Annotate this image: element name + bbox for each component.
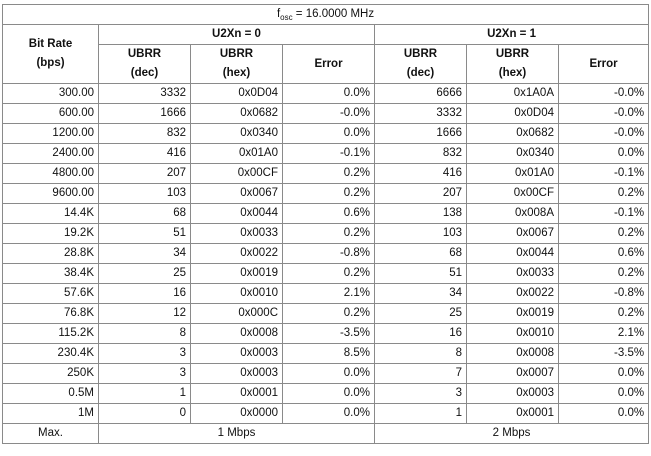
ubrr-dec-cell: 68 [99,204,191,224]
ubrr-hex-cell: 0x0003 [191,344,283,364]
error-cell: 0.2% [283,264,375,284]
error-cell: 0.2% [559,224,649,244]
ubrr-hex-cell: 0x0003 [467,384,559,404]
error-cell: 0.0% [559,364,649,384]
ubrr-hex-cell: 0x0001 [467,404,559,424]
error-cell: 0.2% [559,184,649,204]
table-row [3,344,649,364]
ubrr-dec-cell: 207 [375,184,467,204]
ubrr-hex-cell: 0x0D04 [467,104,559,124]
error-cell: 2.1% [559,324,649,344]
ubrr-hex-cell: 0x0033 [467,264,559,284]
bit-rate-header: Bit Rate (bps) [3,25,99,84]
error-cell: -0.8% [559,284,649,304]
ubrr-dec-cell: 6666 [375,84,467,104]
ubrr-dec-header: UBRR (dec) [375,45,467,84]
ubrr-dec-cell: 8 [375,344,467,364]
ubrr-hex-cell: 0x000C [191,304,283,324]
ubrr-dec-cell: 1666 [375,124,467,144]
error-cell: -0.1% [283,144,375,164]
ubrr-dec-cell: 832 [99,124,191,144]
bit-rate-cell: 9600.00 [3,184,99,204]
ubrr-hex-cell: 0x0010 [467,324,559,344]
bit-rate-cell: 600.00 [3,104,99,124]
bit-rate-cell: 0.5M [3,384,99,404]
error-cell: -0.1% [559,164,649,184]
ubrr-dec-cell: 1 [375,404,467,424]
bit-rate-cell: 115.2K [3,324,99,344]
bit-rate-cell: 230.4K [3,344,99,364]
ubrr-hex-cell: 0x01A0 [467,164,559,184]
error-cell: 2.1% [283,284,375,304]
ubrr-hex-cell: 0x0340 [467,144,559,164]
error-cell: 0.6% [283,204,375,224]
ubrr-dec-cell: 1 [99,384,191,404]
ubrr-hex-cell: 0x0022 [467,284,559,304]
ubrr-dec-cell: 138 [375,204,467,224]
error-cell: 0.2% [283,224,375,244]
ubrr-table [2,4,649,444]
max-label: Max. [3,424,99,444]
ubrr-dec-cell: 12 [99,304,191,324]
error-cell: 0.0% [283,124,375,144]
ubrr-hex-cell: 0x0067 [191,184,283,204]
error-cell: 0.2% [283,184,375,204]
table-row [3,244,649,264]
error-cell: -3.5% [283,324,375,344]
ubrr-dec-cell: 103 [99,184,191,204]
ubrr-hex-cell: 0x0008 [467,344,559,364]
error-cell: 0.6% [559,244,649,264]
ubrr-dec-cell: 103 [375,224,467,244]
table-row [3,84,649,104]
table-row [3,304,649,324]
bit-rate-cell: 38.4K [3,264,99,284]
max-rate-u2xn-0: 1 Mbps [99,424,375,444]
max-row [3,424,649,444]
max-rate-u2xn-1: 2 Mbps [375,424,649,444]
ubrr-hex-cell: 0x1A0A [467,84,559,104]
ubrr-dec-cell: 3 [375,384,467,404]
table-row [3,324,649,344]
ubrr-dec-cell: 51 [375,264,467,284]
error-cell: -0.0% [559,104,649,124]
ubrr-dec-cell: 51 [99,224,191,244]
ubrr-hex-cell: 0x0022 [191,244,283,264]
ubrr-hex-cell: 0x0007 [467,364,559,384]
error-cell: -0.0% [283,104,375,124]
bit-rate-cell: 57.6K [3,284,99,304]
error-cell: -0.1% [559,204,649,224]
ubrr-hex-cell: 0x0019 [467,304,559,324]
ubrr-dec-cell: 207 [99,164,191,184]
ubrr-dec-header: UBRR (dec) [99,45,191,84]
ubrr-hex-cell: 0x0044 [467,244,559,264]
ubrr-dec-cell: 7 [375,364,467,384]
error-cell: 0.2% [283,164,375,184]
bit-rate-cell: 28.8K [3,244,99,264]
error-cell: 0.0% [559,144,649,164]
bit-rate-cell: 250K [3,364,99,384]
error-cell: 0.0% [283,364,375,384]
error-cell: -0.8% [283,244,375,264]
bit-rate-cell: 300.00 [3,84,99,104]
ubrr-dec-cell: 416 [99,144,191,164]
error-cell: 0.2% [283,304,375,324]
ubrr-dec-cell: 3332 [99,84,191,104]
bit-rate-cell: 1M [3,404,99,424]
ubrr-hex-cell: 0x00CF [191,164,283,184]
ubrr-dec-cell: 25 [99,264,191,284]
ubrr-dec-cell: 16 [99,284,191,304]
ubrr-hex-cell: 0x01A0 [191,144,283,164]
ubrr-hex-cell: 0x0682 [467,124,559,144]
ubrr-dec-cell: 0 [99,404,191,424]
ubrr-hex-cell: 0x0682 [191,104,283,124]
table-row [3,384,649,404]
ubrr-hex-cell: 0x0003 [191,364,283,384]
ubrr-dec-cell: 3332 [375,104,467,124]
ubrr-hex-cell: 0x0008 [191,324,283,344]
bit-rate-cell: 1200.00 [3,124,99,144]
error-cell: -3.5% [559,344,649,364]
u2xn-0-header: U2Xn = 0 [99,25,375,45]
u2xn-1-header: U2Xn = 1 [375,25,649,45]
table-row [3,264,649,284]
ubrr-dec-cell: 25 [375,304,467,324]
bit-rate-cell: 14.4K [3,204,99,224]
table-row [3,104,649,124]
error-cell: 0.0% [559,404,649,424]
table-row [3,184,649,204]
ubrr-hex-header: UBRR (hex) [467,45,559,84]
ubrr-dec-cell: 34 [375,284,467,304]
error-cell: 0.2% [559,304,649,324]
ubrr-hex-cell: 0x0000 [191,404,283,424]
error-cell: 8.5% [283,344,375,364]
table-row [3,364,649,384]
ubrr-dec-cell: 832 [375,144,467,164]
ubrr-hex-header: UBRR (hex) [191,45,283,84]
ubrr-hex-cell: 0x0340 [191,124,283,144]
error-cell: 0.2% [559,264,649,284]
ubrr-dec-cell: 68 [375,244,467,264]
error-cell: 0.0% [283,84,375,104]
bit-rate-cell: 76.8K [3,304,99,324]
bit-rate-cell: 2400.00 [3,144,99,164]
bit-rate-cell: 19.2K [3,224,99,244]
ubrr-hex-cell: 0x00CF [467,184,559,204]
table-row [3,164,649,184]
table-row [3,124,649,144]
ubrr-dec-cell: 16 [375,324,467,344]
ubrr-dec-cell: 3 [99,344,191,364]
error-cell: 0.0% [283,404,375,424]
table-row [3,204,649,224]
oscillator-frequency-title: $f_{osc} = 16.0000$ MHz [3,5,649,25]
error-cell: -0.0% [559,124,649,144]
error-cell: 0.0% [283,384,375,404]
table-row [3,144,649,164]
error-header: Error [559,45,649,84]
ubrr-dec-cell: 416 [375,164,467,184]
ubrr-dec-cell: 34 [99,244,191,264]
table-row [3,404,649,424]
ubrr-hex-cell: 0x0001 [191,384,283,404]
ubrr-hex-cell: 0x008A [467,204,559,224]
error-cell: -0.0% [559,84,649,104]
error-cell: 0.0% [559,384,649,404]
ubrr-hex-cell: 0x0044 [191,204,283,224]
ubrr-dec-cell: 8 [99,324,191,344]
ubrr-hex-cell: 0x0010 [191,284,283,304]
ubrr-hex-cell: 0x0019 [191,264,283,284]
bit-rate-cell: 4800.00 [3,164,99,184]
ubrr-dec-cell: 3 [99,364,191,384]
error-header: Error [283,45,375,84]
ubrr-hex-cell: 0x0D04 [191,84,283,104]
table-row [3,284,649,304]
ubrr-dec-cell: 1666 [99,104,191,124]
ubrr-hex-cell: 0x0033 [191,224,283,244]
table-row [3,224,649,244]
ubrr-hex-cell: 0x0067 [467,224,559,244]
table-body [3,84,649,444]
